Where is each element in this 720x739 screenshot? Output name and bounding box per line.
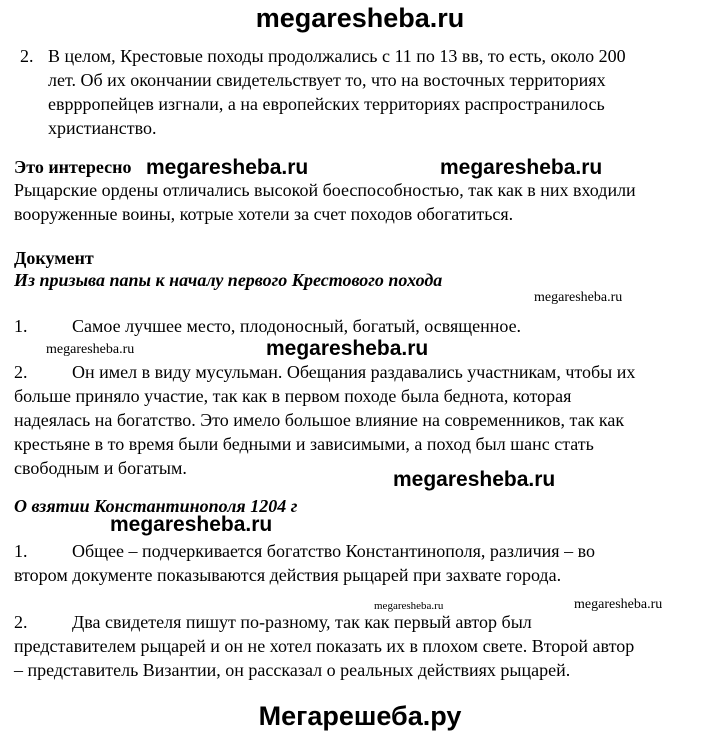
constantinople-item-number: 1. bbox=[14, 541, 28, 561]
document-line: Он имел в виду мусульман. Обещания раздавались участникам, чтобы их bbox=[72, 362, 636, 382]
intro-line: лет. Об их окончании свидетельствует то, что на восточных территориях bbox=[48, 70, 606, 90]
intro-line: В целом, Крестовые походы продолжались с 11 по 13 вв, то есть, около 200 bbox=[48, 46, 626, 66]
document-title: Документ bbox=[14, 248, 94, 268]
intro-line: евррропейцев изгнали, а на европейских территориях распространилось bbox=[48, 94, 605, 114]
small-watermark-3: megaresheba.ru bbox=[574, 597, 663, 612]
header-watermark: megaresheba.ru bbox=[255, 3, 465, 33]
inline-watermark-3: megaresheba.ru bbox=[266, 337, 429, 360]
constantinople-line: представителем рыцарей и он не хотел показать их в плохом свете. Второй автор bbox=[14, 636, 635, 656]
constantinople-title: О взятии Константинополя 1204 г bbox=[14, 496, 298, 516]
interesting-text bbox=[14, 178, 636, 226]
intro-item-text bbox=[48, 44, 710, 140]
document-line: крестьяне в то время были бедными и зависимыми, а поход был шанс стать bbox=[14, 434, 594, 454]
footer-watermark: Мегарешеба.ру bbox=[258, 701, 462, 731]
document-subtitle: Из призыва папы к началу первого Крестового похода bbox=[14, 270, 443, 290]
intro-item-number: 2. bbox=[20, 46, 34, 66]
constantinople-line: Два свидетеля пишут по-разному, так как первый автор был bbox=[72, 612, 532, 632]
document-item-text: Самое лучшее место, плодоносный, богатый, освященное. bbox=[72, 316, 522, 336]
small-watermark-2: megaresheba.ru bbox=[46, 342, 135, 357]
inline-watermark-4: megaresheba.ru bbox=[393, 468, 556, 491]
document-item-number: 1. bbox=[14, 316, 28, 336]
document-item-text bbox=[14, 360, 704, 480]
constantinople-item-text bbox=[14, 539, 704, 587]
interesting-line: Рыцарские ордены отличались высокой боеспособностью, так как в них входили bbox=[14, 180, 636, 200]
interesting-title: Это интересно bbox=[14, 157, 132, 177]
constantinople-line: втором документе показываются действия рыцарей при захвате города. bbox=[14, 565, 562, 585]
inline-watermark-2: megaresheba.ru bbox=[440, 156, 603, 179]
inline-watermark-5: megaresheba.ru bbox=[110, 513, 273, 536]
intro-line: христианство. bbox=[48, 118, 157, 138]
document-line: больше приняло участие, так как в первом походе была беднота, которая bbox=[14, 386, 572, 406]
interesting-line: вооруженные воины, котрые хотели за счет походов обогатиться. bbox=[14, 204, 514, 224]
small-watermark-1: megaresheba.ru bbox=[534, 290, 623, 305]
document-line: свободным и богатым. bbox=[14, 458, 187, 478]
document-line: надеялась на богатство. Это имело большое влияние на современников, так как bbox=[14, 410, 625, 430]
tiny-watermark-1: megaresheba.ru bbox=[374, 600, 444, 612]
constantinople-line: – представитель Византии, он рассказал о реальных действиях рыцарей. bbox=[14, 660, 571, 680]
constantinople-item-number: 2. bbox=[14, 612, 28, 632]
constantinople-item-text bbox=[14, 610, 704, 682]
constantinople-line: Общее – подчеркивается богатство Константинополя, различия – во bbox=[72, 541, 595, 561]
inline-watermark-1: megaresheba.ru bbox=[146, 156, 309, 179]
document-item-number: 2. bbox=[14, 362, 28, 382]
